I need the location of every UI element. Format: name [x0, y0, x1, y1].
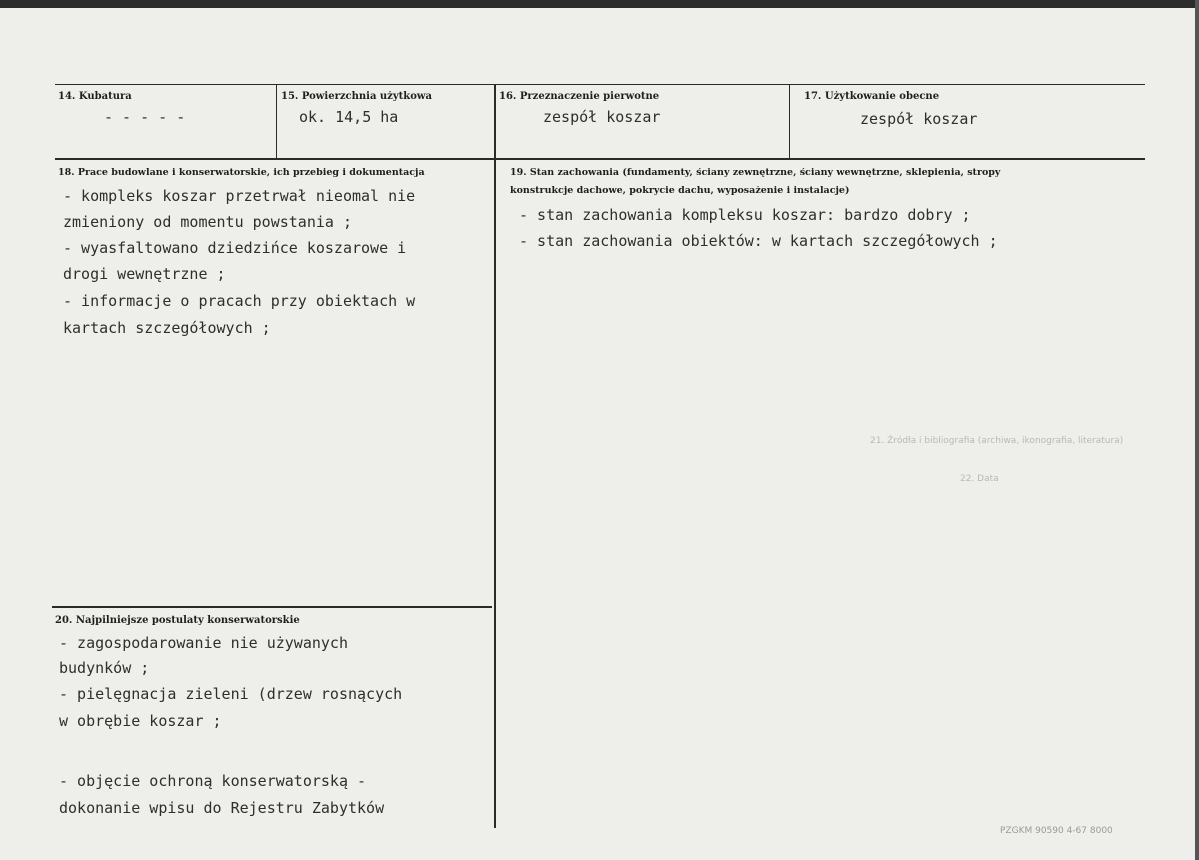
field18-label: 18. Prace budowlane i konserwatorskie, ich przebieg i dokumentacja: [58, 167, 425, 178]
field16-value: zespół koszar: [543, 108, 661, 126]
field14-label: 14. Kubatura: [58, 91, 132, 102]
field18-line: zmieniony od momentu powstania ;: [63, 213, 352, 231]
bleed-through-text: 21. Źródła i bibliografia (archiwa, ikonografia, literatura): [870, 436, 1124, 446]
field18-line: kartach szczegółowych ;: [63, 319, 271, 337]
field16-label: 16. Przeznaczenie pierwotne: [499, 91, 660, 102]
field14-value: - - - - -: [104, 108, 186, 126]
field18-line: - informacje o pracach przy obiektach w: [63, 292, 416, 310]
field20-label: 20. Najpilniejsze postulaty konserwatorskie: [55, 615, 300, 626]
field18-line: - kompleks koszar przetrwał nieomal nie: [63, 187, 416, 205]
divider-15-16: [494, 84, 496, 828]
field19-line: - stan zachowania kompleksu koszar: bardzo dobry ;: [519, 206, 971, 224]
field20-line: - objęcie ochroną konserwatorską -: [59, 772, 367, 790]
row1-top-rule: [55, 84, 1145, 85]
bleed-through-footer: PZGKM 90590 4-67 8000: [1000, 826, 1113, 836]
field15-value: ok. 14,5 ha: [299, 108, 399, 126]
field20-line: budynków ;: [59, 659, 150, 677]
row1-bottom-rule: [55, 158, 1145, 160]
field18-line: drogi wewnętrzne ;: [63, 265, 226, 283]
field20-line: - pielęgnacja zieleni (drzew rosnących: [59, 685, 403, 703]
scan-right-edge: [1195, 0, 1199, 860]
field20-top-rule: [52, 606, 492, 608]
field19-line: - stan zachowania obiektów: w kartach szczegółowych ;: [519, 232, 998, 250]
divider-14-15: [276, 84, 277, 158]
field15-label: 15. Powierzchnia użytkowa: [281, 91, 432, 102]
bleed-through-text: 22. Data: [960, 474, 999, 484]
scan-top-edge: [0, 0, 1199, 8]
field20-line: dokonanie wpisu do Rejestru Zabytków: [59, 799, 385, 817]
field18-line: - wyasfaltowano dziedzińce koszarowe i: [63, 239, 407, 257]
field20-line: - zagospodarowanie nie używanych: [59, 634, 348, 652]
field19-label-line1: 19. Stan zachowania (fundamenty, ściany zewnętrzne, ściany wewnętrzne, sklepienia, stropy: [510, 167, 1001, 178]
field17-label: 17. Użytkowanie obecne: [804, 91, 940, 102]
field17-value: zespół koszar: [860, 110, 978, 128]
field20-line: w obrębie koszar ;: [59, 712, 222, 730]
field19-label-line2: konstrukcje dachowe, pokrycie dachu, wyposażenie i instalacje): [510, 185, 850, 196]
divider-16-17: [789, 84, 790, 158]
